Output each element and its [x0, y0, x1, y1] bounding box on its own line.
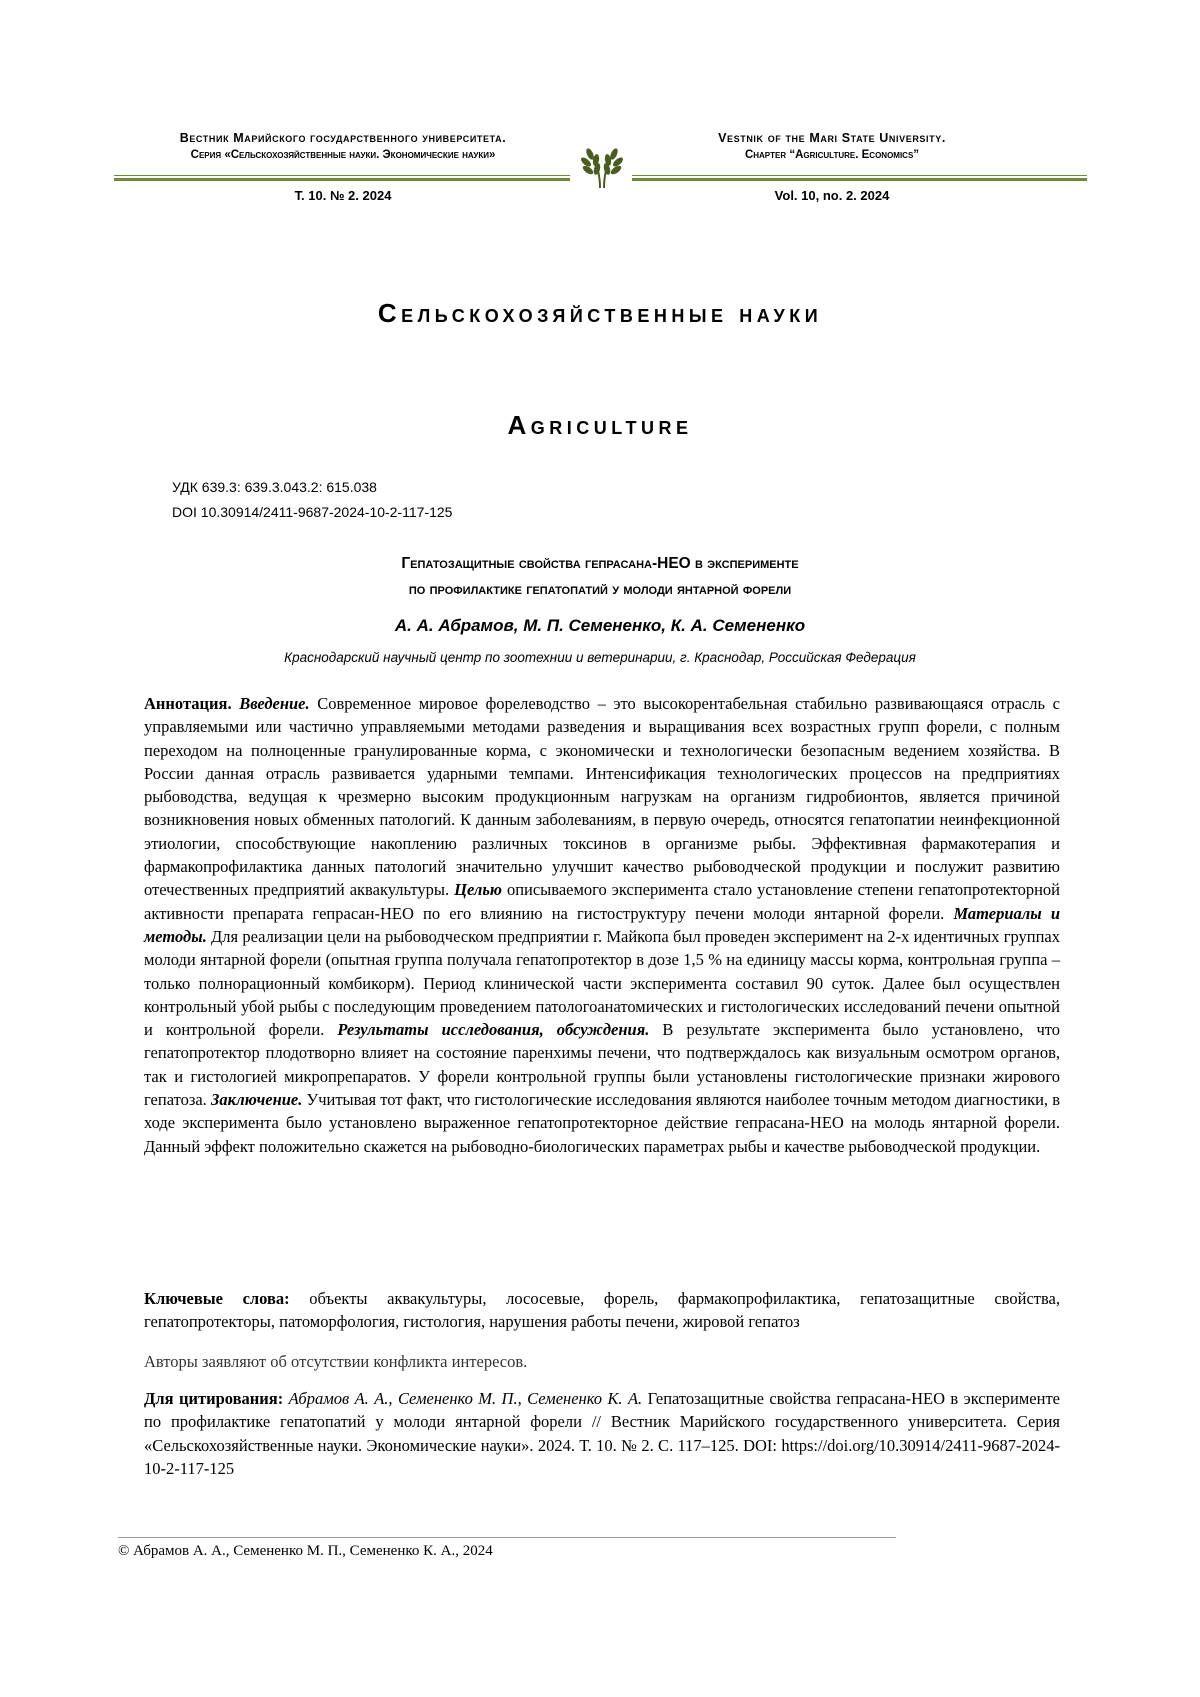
journal-series-ru: Серия «Сельскохозяйственные науки. Экономические науки» — [190, 149, 496, 161]
copyright: © Абрамов А. А., Семененко М. П., Семененко К. А., 2024 — [118, 1543, 493, 1559]
methods-label: Материалы и методы. — [144, 903, 1060, 946]
conclusion-label: Заключение. — [210, 1090, 303, 1110]
section-title-ru: Сельскохозяйственные науки — [377, 298, 823, 328]
keywords — [144, 1287, 1060, 1334]
volume-ru: Т. 10. № 2. 2024 — [294, 188, 392, 203]
goal-text: описываемого эксперимента стало установление степени гепатопротекторной активности препарата гепрасан-НЕО по его влиянию на гистоструктуру печени молоди янтарной форели. — [144, 880, 1060, 923]
doi[interactable]: DOI 10.30914/2411-9687-2024-10-2-117-125 — [172, 504, 453, 520]
journal-name-en: Vestnik of the Mari State University. — [718, 131, 946, 145]
authors: А. А. Абрамов, М. П. Семененко, К. А. Семененко — [394, 616, 806, 635]
footnote-rule — [118, 1537, 896, 1538]
udc-code: УДК 639.3: 639.3.043.2: 615.038 — [172, 479, 377, 495]
header-rule-left — [114, 175, 570, 181]
intro-text: Современное мировое форелеводство – это высокорентабельная стабильно развивающаяся отрасль с управляемыми или частично управляемыми методами разведения и выращивания всех возрастных групп форели, с полным переходом на полноценные гранулированные корма, с экономически и технологически безопасным ведением хозяйства. В России данная отрасль развивается ударными темпами. Интенсификация технологических процессов на предприятиях рыбоводства, ведущая к чрезмерно высоким продукционным нагрузкам на организм гидробионтов, является причиной возникновения новых обменных патологий. К данным заболеваниям, в первую очередь, относятся гепатопатии неинфекционной этиологии, способствующие накоплению различных токсинов в организме рыбы. Эффективная фармакотерапия и фармакопрофилактика данных патологий значительно улучшит качество рыбоводческой продукции и послужит развитию отечественных предприятий аквакультуры. — [144, 694, 1060, 900]
intro-label: Введение. — [239, 694, 310, 713]
journal-header-ru — [118, 130, 568, 163]
results-text: В результате эксперимента было установлено, что гепатопротектор плодотворно влияет на состояние паренхимы печени, что подтверждалось как визуальным осмотром органов, так и гистологией микропрепаратов. У форели контрольной группы были установлены гистологические признаки жирового гепатоза. — [144, 1020, 1060, 1110]
conclusion-text: Учитывая тот факт, что гистологические исследования являются наиболее точным методом диагностики, в ходе эксперимента было установлено выраженное гепатопротекторное действие гепрасана-НЕО на молодь янтарной форели. Данный эффект положительно скажется на рыбоводно-биологических параметрах рыбы и качестве рыбоводческой продукции. — [144, 1090, 1060, 1156]
conflict-statement: Авторы заявляют об отсутствии конфликта интересов. — [144, 1352, 528, 1371]
citation — [144, 1387, 1060, 1480]
keywords-text: объекты аквакультуры, лососевые, форель, фармакопрофилактика, гепатозащитные свойства, гепатопротекторы, патоморфология, гистология, нарушения работы печени, жировой гепатоз — [144, 1289, 1060, 1332]
abstract-label: Аннотация. — [144, 694, 232, 713]
citation-label: Для цитирования: — [144, 1389, 284, 1408]
journal-header-en — [632, 130, 1032, 163]
volume-en: Vol. 10, no. 2. 2024 — [774, 188, 890, 203]
abstract — [144, 692, 1060, 1158]
article-title — [0, 551, 1200, 603]
journal-series-en: Chapter “Agriculture. Economics” — [744, 149, 920, 161]
affiliation: Краснодарский научный центр по зоотехнии и ветеринарии, г. Краснодар, Российская Федерация — [284, 650, 916, 665]
header-rule-right — [632, 175, 1087, 181]
results-label: Результаты исследования, обсуждения. — [337, 1020, 650, 1040]
citation-text: Гепатозащитные свойства гепрасана-НЕО в эксперименте по профилактике гепатопатий у молоди янтарной форели // Вестник Марийского государственного университета. Серия «Сельскохозяйственные науки. Экономические науки». 2024. Т. 10. № 2. С. 117–125. DOI: https://doi.org/10.30914/2411-9687-2024-10-2-117-125 — [144, 1389, 1060, 1478]
goal-label: Целью — [454, 880, 502, 900]
citation-authors: Абрамов А. А., Семененко М. П., Семененко К. А. — [283, 1389, 643, 1408]
methods-text: Для реализации цели на рыбоводческом предприятии г. Майкопа был проведен эксперимент на 2-х идентичных группах молоди янтарной форели (опытная группа получала гепатопротектор в дозе 1,5 % на единицу массы корма, контрольная группа – только полнорационный комбикорм). Период клинической части эксперимента составил 90 суток. Далее был осуществлен контрольный убой рыбы с последующим проведением патологоанатомических и гистологических исследований печени опытной и контрольной форели. — [144, 926, 1060, 1040]
journal-name-ru: Вестник Марийского государственного университета. — [179, 131, 507, 145]
article-title-line2: по профилактике гепатопатий у молоди янтарной форели — [408, 581, 792, 598]
article-title-line1: Гепатозащитные свойства гепрасана-НЕО в эксперименте — [401, 555, 799, 572]
section-title-en: Agriculture — [507, 410, 693, 440]
wheat-ears-icon — [578, 138, 626, 190]
keywords-label: Ключевые слова: — [144, 1289, 290, 1308]
